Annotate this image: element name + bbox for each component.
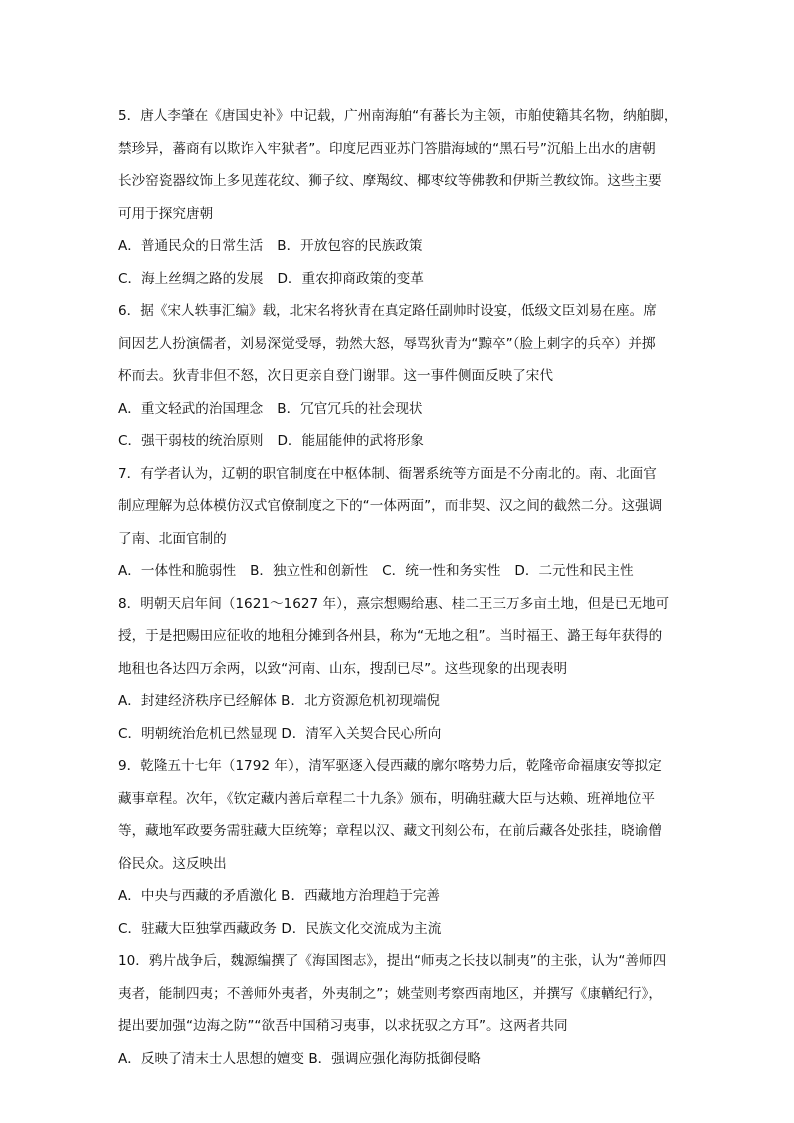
question-stem-line: 等，藏地军政要务需驻藏大臣统筹；章程以汉、藏文刊刻公布，在前后藏各处张挂，晓谕僧 — [118, 823, 662, 839]
option-d[interactable]: D．能屈能伸的武将形象 — [277, 433, 424, 449]
option-c[interactable]: C．海上丝绸之路的发展 — [118, 270, 264, 287]
option-line — [118, 555, 680, 588]
question-stem-line: 夷者，能制四夷；不善师外夷者，外夷制之”；姚莹则考察西南地区，并撰写《康輶纪行》， — [118, 985, 662, 1002]
question-stem-line: 藏事章程。次年，《钦定藏内善后章程二十九条》颁布，明确驻藏大臣与达赖、班禅地位平 — [118, 790, 655, 807]
question-5 — [118, 100, 680, 295]
option-b[interactable]: B．独立性和创新性 — [250, 563, 369, 579]
option-d[interactable]: D．二元性和民主性 — [514, 563, 634, 579]
option-line — [118, 393, 680, 426]
question-stem-line: 制应理解为总体模仿汉式官僚制度之下的“一体两面”，而非契、汉之间的截然二分。这强调 — [118, 498, 663, 514]
question-stem-line: 长沙窑瓷器纹饰上多见莲花纹、狮子纹、摩羯纹、椰枣纹等佛教和伊斯兰教纹饰。这些主要 — [118, 173, 662, 189]
exam-page — [118, 100, 680, 1075]
question-7 — [118, 458, 680, 588]
option-a[interactable]: A．重文轻武的治国理念 — [118, 400, 264, 417]
question-6 — [118, 295, 680, 458]
question-10 — [118, 945, 680, 1075]
question-stem-line: 5．唐人李肇在《唐国史补》中记载，广州南海舶“有蕃长为主领，市舶使籍其名物，纳舶脚， — [118, 108, 678, 124]
question-stem-line: 授，于是把赐田应征收的地租分摊到各州县，称为“无地之租”。当时福王、潞王每年获得的 — [118, 628, 663, 644]
question-stem-line: 俗民众。这反映出 — [118, 855, 227, 872]
question-stem-line: 7．有学者认为，辽朝的职官制度在中枢体制、衙署系统等方面是不分南北的。南、北面官 — [118, 465, 657, 482]
option-line-a-b[interactable]: A．中央与西藏的矛盾激化 B．西藏地方治理趋于完善 — [118, 888, 441, 904]
question-stem-line: 可用于探究唐朝 — [118, 205, 214, 222]
question-stem-line: 10．鸦片战争后，魏源编撰了《海国图志》，提出“师夷之长技以制夷”的主张，认为“善师四 — [118, 953, 667, 969]
option-line-a-b[interactable]: A．封建经济秩序已经解体 B．北方资源危机初现端倪 — [118, 693, 441, 709]
option-c[interactable]: C．强干弱枝的统治原则 — [118, 433, 264, 449]
option-line-c-d[interactable]: C．明朝统治危机已然显现 D．清军入关契合民心所向 — [118, 725, 442, 742]
question-8 — [118, 588, 680, 751]
option-a[interactable]: A．一体性和脆弱性 — [118, 563, 237, 579]
question-stem-line: 地租也各达四万余两，以致“河南、山东，搜刮已尽”。这些现象的出现表明 — [118, 660, 568, 677]
option-a[interactable]: A．普通民众的日常生活 — [118, 238, 264, 254]
question-stem-line: 了南、北面官制的 — [118, 530, 227, 547]
option-line — [118, 263, 680, 296]
option-c[interactable]: C．统一性和务实性 — [382, 563, 501, 579]
question-stem-line: 8．明朝天启年间（1621～1627 年），熹宗想赐给惠、桂二王三万多亩土地，但是已无地可 — [118, 595, 670, 612]
question-9 — [118, 750, 680, 945]
question-stem-line: 提出要加强“边海之防”“欲吾中国稍习夷事，以求抚驭之方耳”。这两者共同 — [118, 1018, 568, 1034]
question-stem-line: 6．据《宋人轶事汇编》载，北宋名将狄青在真定路任副帅时设宴，低级文臣刘易在座。席 — [118, 303, 657, 319]
question-stem-line: 禁珍异，蕃商有以欺诈入牢狱者”。印度尼西亚苏门答腊海域的“黑石号”沉船上出水的唐朝 — [118, 140, 656, 157]
question-stem-line: 间因艺人扮演儒者，刘易深觉受辱，勃然大怒，辱骂狄青为“黥卒”（脸上刺字的兵卒）并掷 — [118, 335, 656, 352]
option-line-c-d[interactable]: C．驻藏大臣独掌西藏政务 D．民族文化交流成为主流 — [118, 920, 442, 937]
option-line — [118, 425, 680, 458]
option-line-a-b[interactable]: A．反映了清末士人思想的嬗变 B．强调应强化海防抵御侵略 — [118, 1050, 481, 1067]
question-stem-line: 杯而去。狄青非但不怒，次日更亲自登门谢罪。这一事件侧面反映了宋代 — [118, 368, 553, 384]
option-b[interactable]: B．开放包容的民族政策 — [277, 238, 423, 254]
option-line — [118, 230, 680, 263]
option-b[interactable]: B．冗官冗兵的社会现状 — [277, 400, 423, 417]
question-stem-line: 9．乾隆五十七年（1792 年），清军驱逐入侵西藏的廓尔喀势力后，乾隆帝命福康安等拟定 — [118, 758, 662, 774]
option-d[interactable]: D．重农抑商政策的变革 — [277, 270, 424, 287]
